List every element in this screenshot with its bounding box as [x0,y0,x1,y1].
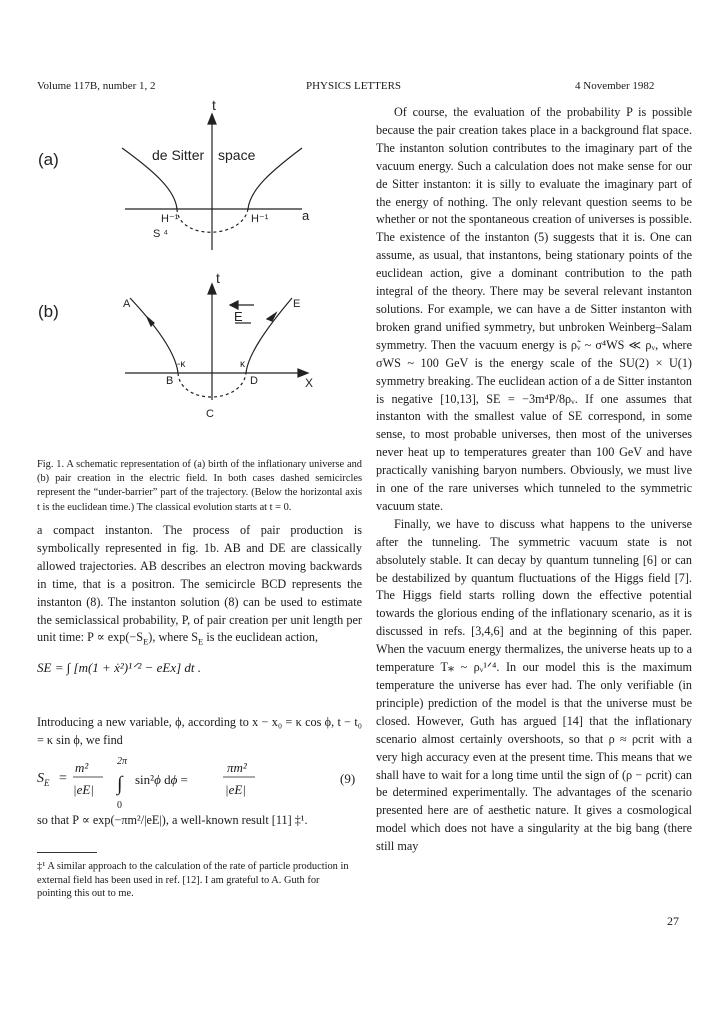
svg-text:SE: $S_E$ [37,771,50,788]
panel-b-field-e: E [234,309,243,324]
panel-a-axis-t: t [212,100,216,113]
panel-b-point-d: D [250,375,258,387]
panel-b-point-c: C [206,408,214,420]
figure-1 [30,100,350,455]
panel-b-point-a: A [123,298,131,310]
right-column [376,104,692,856]
right-para-2: Finally, we have to discuss what happens to the universe after the tunneling. The symmetric vacuum state is not absolutely stable. It can decay by quantum tunneling [6] or can be destabilized by quantum fluctuations of the Higgs field [7]. The Higgs field starts rolling down the effective potential towards the glorious ending of the inflationary scenario, as it is discussed in refs. [3,4,6] and at the beginning of this paper. When the vacuum energy thermalizes, the universe heats up to a temperature T⁎ ~ ρᵥ¹ᐟ⁴. In our model this is the maximum temperature the universe has ever had. The only verifiable (in principle) prediction of the model is that the universe must be closed. However, Guth has argued [14] that the inflationary scenario almost certainly overshoots, so that ρ ≈ ρcrit with a very high accuracy even at the present time. This means that we shall have to wait for a long time until the sign of (ρ − ρcrit) can be determined experimentally. The advantages of the scenario presented here are of aesthetic nature. It gives a cosmological model which does not have a singularity at the big bang (there still may [376,516,692,854]
panel-b-axis-x: X [305,376,314,390]
figure-caption: Fig. 1. A schematic representation of (a) birth of the inflationary universe and (b) pair creation in the electric field. In both cases dashed semicircles represent the “under-barrier” part of the trajectory. (Below the horizontal axis t is the euclidean time.) The classical evolution starts at t = 0. [37,459,362,513]
right-para-1: Of course, the evaluation of the probability P is possible because the pair creation takes place in a background flat space. The instanton solution contributes to the imaginary part of the vacuum energy. Such a calculation does not make sense for our de Sitter instanton: it is silly to evaluate the imaginary part of the energy of nothing. The only relevant question seems to be whether or not the spontaneous creation of universes is possible. The existence of the instanton (5) suggests that it is. One can assume, as usual, that instantons, being stationary points of the euclidean action, give a dominant contribution to the path integral of the theory. There may be several relevant instanton solutions. For example, we can have a de Sitter instanton with broken grand unified symmetry, but unbroken Weinberg–Salam symmetry. Then the vacuum energy is ρ̃ᵥ ~ σ⁴WS ≪ ρᵥ, where σWS ~ 100 GeV is the energy scale of the SU(2) × U(1) symmetry breaking. The euclidean action of a de Sitter instanton is negative [10,13], SE = −3m⁴P/8ρᵥ. If one assumes that instanton with the smallest value of SE correspond, in some sense, to most probable universes, then most of the universes never heat up to temperatures greater than 100 GeV and have practically vanishing baryon numbers. Obviously, we must live in one of the rare universes which tunneled to the symmetric vacuum state. [376,105,692,513]
panel-a-axis-a: a [302,208,310,223]
panel-b-axis-t: t [216,270,220,286]
panel-a-h-right: H⁻¹ [251,213,269,225]
page-number: 27 [667,914,679,928]
panel-a-h-left: H⁻¹ [161,213,179,225]
panel-a-s4: S ⁴ [153,228,169,240]
svg-text:2π: 2π [117,756,128,767]
equation-action: SΕ = ∫ [m(1 + ẋ²)¹ᐟ² − eEx] dt . [37,660,202,675]
issue-date: 4 November 1982 [575,80,655,92]
journal-name: PHYSICS LETTERS [306,80,402,92]
panel-b-point-b: B [166,375,174,387]
panel-b-label: (b) [38,302,59,321]
svg-text:=: = [59,771,67,786]
svg-text:0: 0 [117,800,122,811]
panel-a-label: (a) [38,150,59,169]
footnote-rule [37,852,97,853]
svg-text:sin²ϕ dϕ =: sin²ϕ dϕ = [135,772,188,787]
panel-b-point-e: E [293,298,301,310]
equation-number: (9) [340,771,356,786]
svg-text:m²: m² [75,760,89,775]
svg-text:|eE|: |eE| [73,782,94,797]
left-column [37,522,362,647]
panel-a-title-left: de Sitter [152,147,205,163]
equation-9 [37,752,337,812]
panel-b-kappa-right: κ [240,359,245,370]
journal-volume: Volume 117B, number 1, 2 [37,80,156,92]
left-para-1: a compact instanton. The process of pair production is symbolically represented in fig. 1b. AB and DE are classically allowed trajectories. AB describes an electron moving backwards in time, that is a positron. The semicircle BCD represents the instanton (8). The instanton solution (8) can be used to estimate the semiclassical probability, P, of pair creation per unit length per unit time: $P \propto \exp(-S_E)$, where $S_E$ is the euclidean action, [37,523,362,647]
svg-text:|eE|: |eE| [225,782,246,797]
footnote: ‡¹ A similar approach to the calculation of the rate of particle production in external field has been used in ref. [12]. I am grateful to A. Guth for pointing this out to me. [37,861,349,899]
panel-a-title-right: space [218,147,256,163]
left-para-2: Introducing a new variable, ϕ, according to x − x₀ = κ cos ϕ, t − t₀ = κ sin ϕ, we find [37,715,362,747]
svg-text:∫: ∫ [117,773,123,795]
svg-text:πm²: πm² [227,760,247,775]
panel-b-kappa-left: -κ [177,359,186,370]
left-para-3: so that P ∝ exp(−πm²/|eE|), a well-known result [11] ‡¹. [37,813,308,827]
